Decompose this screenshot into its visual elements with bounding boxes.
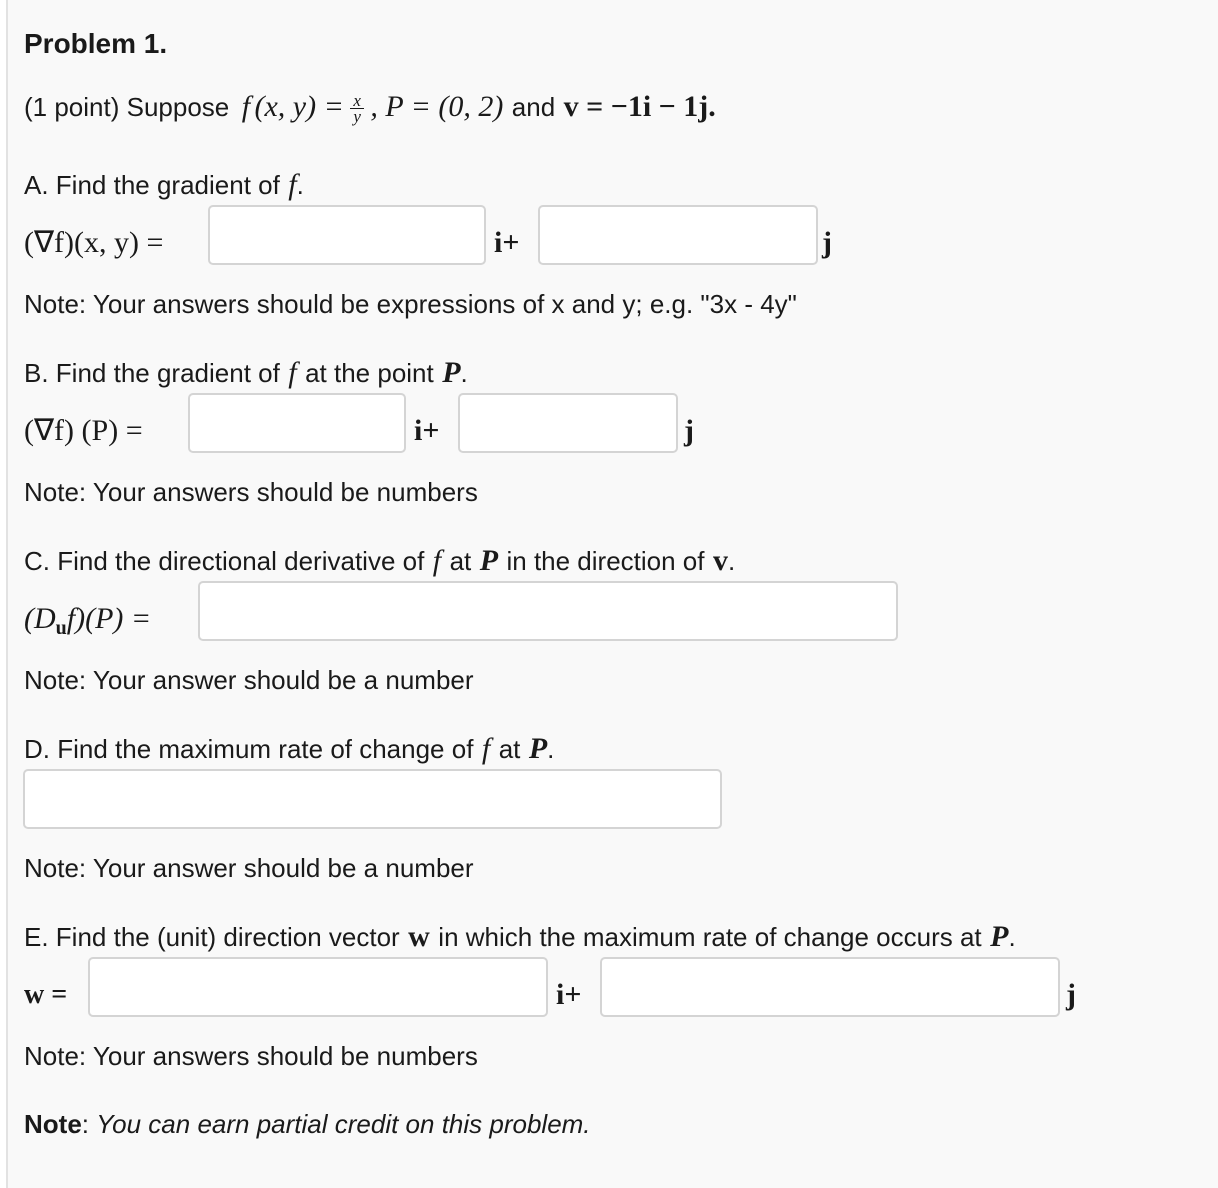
intro-text: (1 point) Suppose <box>24 92 230 122</box>
part-b-lhs: (∇f) (P) = <box>24 414 143 447</box>
part-d-period: . <box>547 734 555 764</box>
part-c-prompt <box>24 544 735 578</box>
part-e-prompt-text: E. Find the (unit) direction vector <box>24 922 400 952</box>
part-a-i-input[interactable] <box>208 205 486 265</box>
part-c-prompt-text: C. Find the directional derivative of <box>24 546 425 576</box>
part-b-i-label: i+ <box>414 414 440 447</box>
part-e-i-label: i+ <box>556 978 582 1011</box>
part-b-P: P <box>442 356 461 389</box>
f-symbol: f <box>241 90 251 123</box>
footer-note-text: You can earn partial credit on this problem. <box>96 1109 591 1139</box>
part-d-f: f <box>481 732 491 765</box>
part-d-at: at <box>498 734 521 764</box>
part-e-w: w <box>408 920 430 953</box>
footer-note-colon: : <box>81 1109 90 1139</box>
fraction-x-over-y <box>350 91 364 127</box>
part-c-lhs-rest: f)(P) = <box>66 602 152 635</box>
vector-definition: v = −1i − 1j. <box>563 90 716 123</box>
part-d-P: P <box>528 732 548 765</box>
part-b-f: f <box>288 356 297 389</box>
part-c-lhs-open: (D <box>24 602 56 635</box>
part-e-note: Note: Your answers should be numbers <box>24 1041 478 1071</box>
part-c-at: at <box>449 546 472 576</box>
part-a-j-input[interactable] <box>538 205 818 265</box>
part-e-period: . <box>1008 922 1016 952</box>
part-b-i-input[interactable] <box>188 393 406 453</box>
part-e-lhs: w = <box>24 979 68 1010</box>
part-e-P: P <box>990 920 1009 953</box>
part-c-mid-text: in the direction of <box>506 546 705 576</box>
problem-title: Problem 1. <box>24 28 168 59</box>
part-b-prompt <box>24 356 468 390</box>
part-c-v: v <box>712 544 728 577</box>
part-c-lhs <box>24 602 151 639</box>
part-d-prompt <box>24 732 554 766</box>
partial-credit-note <box>24 1108 591 1140</box>
part-a-lhs: (∇f)(x, y) = <box>24 226 164 259</box>
part-e-j-label: j <box>1066 978 1076 1011</box>
fraction-denominator: y <box>353 107 361 127</box>
part-d-prompt-text: D. Find the maximum rate of change of <box>24 734 474 764</box>
part-b-prompt-text: B. Find the gradient of <box>24 358 280 388</box>
part-b-j-label: j <box>684 414 694 447</box>
part-a-period: . <box>296 170 304 200</box>
part-c-period: . <box>727 546 736 576</box>
part-d-input[interactable] <box>23 769 722 829</box>
part-c-f: f <box>432 544 442 577</box>
part-d-note: Note: Your answer should be a number <box>24 853 474 883</box>
part-e-i-input[interactable] <box>88 957 548 1017</box>
part-a-prompt-text: A. Find the gradient of <box>24 170 280 200</box>
f-args: (x, y) = <box>254 90 344 123</box>
part-c-note: Note: Your answer should be a number <box>24 665 474 695</box>
part-a-j-label: j <box>822 226 832 259</box>
part-e-prompt <box>24 920 1016 954</box>
and-word: and <box>511 92 556 122</box>
part-c-P: P <box>479 544 499 577</box>
footer-note-label: Note <box>24 1109 82 1139</box>
part-b-note: Note: Your answers should be numbers <box>24 477 478 507</box>
part-a-i-label: i+ <box>494 226 520 259</box>
part-a-prompt <box>24 168 304 202</box>
part-b-j-input[interactable] <box>458 393 678 453</box>
part-b-mid-text: at the point <box>305 358 434 388</box>
part-a-note: Note: Your answers should be expressions of x and y; e.g. "3x - 4y" <box>24 289 797 319</box>
part-e-mid-text: in which the maximum rate of change occurs at <box>438 922 982 952</box>
part-c-lhs-subscript: u <box>55 617 67 639</box>
point-definition: , P = (0, 2) <box>370 90 504 123</box>
problem-statement <box>24 90 716 127</box>
part-b-period: . <box>460 358 468 388</box>
fraction-numerator: x <box>350 93 364 109</box>
part-c-input[interactable] <box>198 581 898 641</box>
part-e-j-input[interactable] <box>600 957 1060 1017</box>
part-a-f: f <box>288 168 297 201</box>
problem-panel <box>6 0 1218 1188</box>
